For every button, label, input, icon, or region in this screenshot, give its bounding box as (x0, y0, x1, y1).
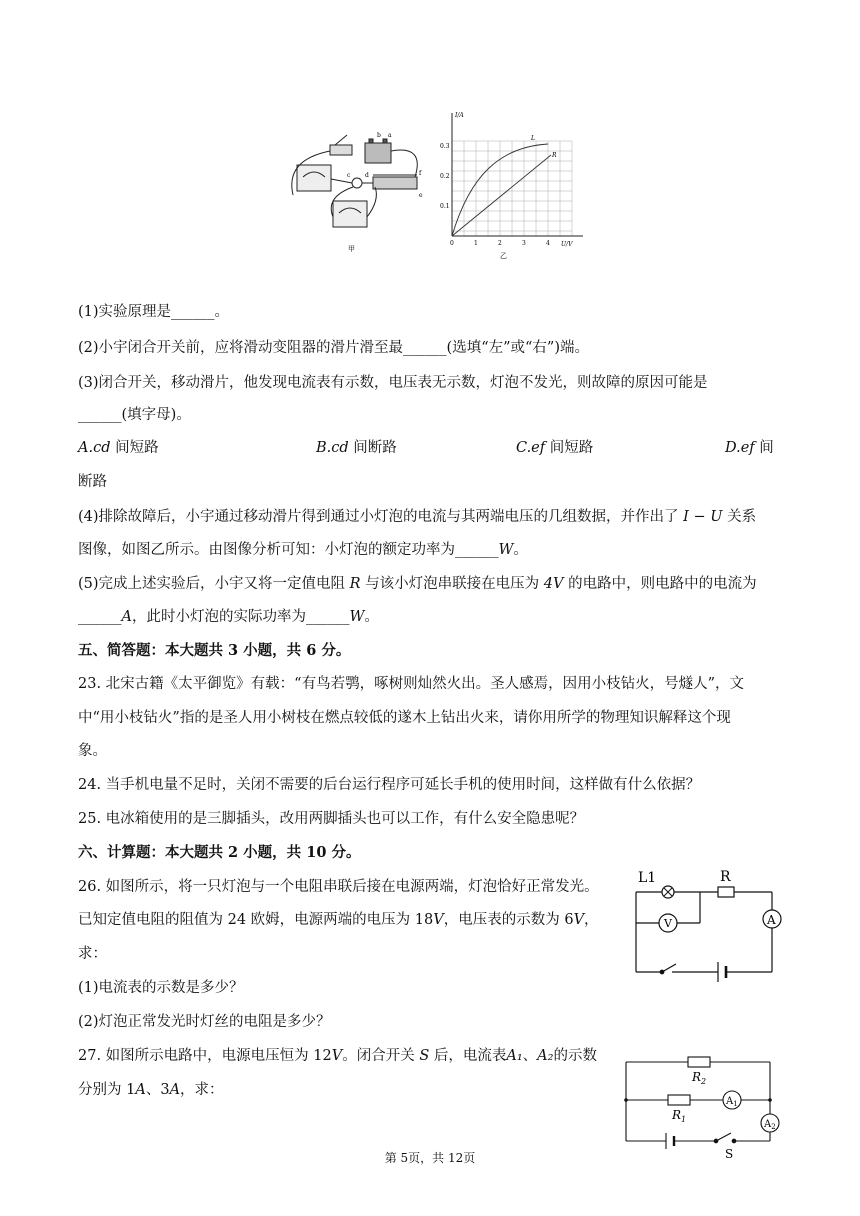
q22-part1: (1)实验原理是______。 (78, 304, 230, 320)
option-d (725, 438, 774, 458)
q26-line2-V2: V (573, 912, 585, 928)
q27-line2-A: A (135, 1082, 146, 1098)
label-L1: L1 (638, 870, 657, 886)
q27-line1-end: 的示数 (553, 1048, 597, 1064)
option-b-letter: B.cd (316, 440, 349, 456)
label-V: V (664, 917, 672, 930)
q26-line3: 求： (78, 946, 107, 962)
q27-line1-S: S (419, 1048, 430, 1064)
q27-line1-A2: A₂ (537, 1048, 554, 1064)
q22-part5b-blank: ______ (78, 609, 122, 625)
q22-part4-end: 关系 (722, 509, 757, 525)
experiment-figure (285, 105, 585, 265)
q22-part4-math: I − U (683, 509, 723, 525)
x-tick: 0 (450, 240, 454, 247)
q23-line1: 23. 北宋古籍《太平御览》有载：“有鸟若鹗，啄树则灿然火出。圣人感焉，因用小枝钻火，号燧人”，文 (78, 676, 744, 692)
line-R-label: R (552, 152, 557, 159)
q22-part5 (78, 574, 757, 594)
option-a-text: 间短路 (110, 440, 159, 456)
q24: 24. 当手机电量不足时，关闭不需要的后台运行程序可延长手机的使用时间，这样做有什么依据？ (78, 777, 701, 793)
q27-line1-mid: 。闭合开关 (342, 1048, 420, 1064)
q22-part3: (3)闭合开关，移动滑片，他发现电流表有示数，电压表无示数，灯泡不发光，则故障的原因可能是 (78, 375, 708, 391)
q22-part4-cont (78, 540, 528, 560)
label-d: d (365, 172, 369, 179)
q22-part5b-A: A (121, 609, 132, 625)
option-d-text: 间 (754, 440, 774, 456)
q22-part5-text: (5)完成上述实验后，小宇又将一定值电阻 (78, 576, 350, 592)
label-e: e (419, 192, 423, 199)
option-d-cont: 断路 (78, 474, 107, 490)
switch-icon (714, 1133, 736, 1143)
q26-line2-mid: ，电压表的示数为 6 (443, 912, 574, 928)
q27-line1-text: 27. 如图所示电路中，电源电压恒为 12 (78, 1048, 332, 1064)
q27-line1 (78, 1046, 597, 1066)
q27-line2 (78, 1080, 224, 1100)
q22-part5b-mid: ，此时小灯泡的实际功率为______ (131, 609, 350, 625)
q26-line1: 26. 如图所示，将一只灯泡与一个电阻串联后接在电源两端，灯泡恰好正常发光。 (78, 879, 599, 895)
x-tick: 4 (546, 240, 550, 247)
junction-dot (624, 1098, 628, 1102)
label-f: f (419, 170, 422, 177)
q25: 25. 电冰箱使用的是三脚插头，改用两脚插头也可以工作，有什么安全隐患呢？ (78, 811, 585, 827)
label-jia: 甲 (348, 245, 355, 253)
battery-icon (718, 962, 726, 982)
q27-line2-A2: A (169, 1082, 181, 1098)
label-A1: $A_1$ (726, 1096, 738, 1108)
section-6-heading: 六、计算题：本大题共 2 小题，共 10 分。 (78, 844, 361, 861)
q22-part5-end: 的电路中，则电路中的电流为 (563, 576, 757, 592)
q26-part1: (1)电流表的示数是多少？ (78, 980, 244, 996)
apparatus-drawing (292, 135, 417, 227)
iu-graph (452, 113, 583, 236)
battery-icon (666, 1133, 674, 1149)
option-d-letter: D.ef (725, 440, 755, 456)
label-S: S (725, 1147, 734, 1161)
q26-part2: (2)灯泡正常发光时灯丝的电阻是多少？ (78, 1014, 331, 1030)
y-tick: 0.1 (440, 203, 450, 210)
resistor-r2-icon (688, 1057, 710, 1067)
q27-line2-text: 分别为 1 (78, 1082, 136, 1098)
label-c: c (347, 172, 351, 179)
option-c-letter: C.ef (516, 440, 546, 456)
q22-part5-R: R (349, 576, 361, 592)
y-axis-label: I/A (455, 112, 464, 119)
q22-part5b-W: W (349, 609, 365, 625)
resistor-icon (718, 887, 734, 897)
q26-line2 (78, 910, 599, 930)
label-a: a (388, 132, 392, 139)
q26-line2-end: ， (584, 912, 599, 928)
option-a-letter: A.cd (78, 440, 111, 456)
option-c-text: 间短路 (545, 440, 594, 456)
label-R2: $R_2$ (692, 1070, 707, 1086)
q26-line2-text: 已知定值电阻的阻值为 24 欧姆，电源两端的电压为 18 (78, 912, 434, 928)
q22-part5-V: 4V (543, 576, 564, 592)
option-b-text: 间断路 (348, 440, 397, 456)
label-A: A (767, 913, 776, 927)
section-5-heading: 五、简答题：本大题共 3 小题，共 6 分。 (78, 642, 351, 659)
q27-line2-end: ，求： (180, 1082, 224, 1098)
x-tick: 2 (498, 240, 502, 247)
option-c (516, 438, 593, 458)
q22-part5b-end: 。 (364, 609, 379, 625)
y-tick: 0.2 (440, 173, 450, 180)
option-a (78, 438, 159, 458)
label-R: R (720, 869, 731, 885)
option-b (316, 438, 397, 458)
label-A2: $A_2$ (764, 1119, 776, 1131)
q27-line1-A1: A₁ (506, 1048, 523, 1064)
x-tick: 1 (474, 240, 478, 247)
q23-line2: 中“用小枝钻火”指的是圣人用小树枝在燃点较低的遂木上钻出火来，请你用所学的物理知识解释这个现 (78, 710, 731, 726)
q22-part4b-end: 。 (513, 542, 528, 558)
q22-part4b-text: 图像，如图乙所示。由图像分析可知：小灯泡的额定功率为______ (78, 542, 499, 558)
q27-line1-mid2: 后，电流表 (429, 1048, 507, 1064)
label-yi: 乙 (500, 252, 507, 260)
label-b: b (377, 132, 381, 139)
q22-part5-mid: 与该小灯泡串联接在电压为 (360, 576, 544, 592)
resistor-r1-icon (668, 1095, 690, 1105)
q22-part4 (78, 507, 756, 527)
q22-part3-cont: ______(填字母)。 (78, 407, 191, 423)
label-R1: $R_1$ (672, 1108, 687, 1124)
q22-part5-cont (78, 607, 379, 627)
q27-line2-mid: 、3 (145, 1082, 170, 1098)
x-axis-label: U/V (561, 241, 573, 248)
q27-line1-V: V (331, 1048, 343, 1064)
page-footer: 第 5页，共 12页 (384, 1151, 476, 1165)
circuit-q27 (618, 1046, 793, 1161)
q27-line1-sep: 、 (522, 1048, 538, 1064)
q26-line2-V1: V (433, 912, 444, 928)
q22-part4-text: (4)排除故障后，小宇通过移动滑片得到通过小灯泡的电流与其两端电压的几组数据，并作出了 (78, 509, 684, 525)
curve-L-label: L (531, 135, 535, 142)
q22-part2: (2)小宇闭合开关前，应将滑动变阻器的滑片滑至最______(选填“左”或“右”)端。 (78, 340, 590, 356)
y-tick: 0.3 (440, 143, 450, 150)
junction-dot (768, 1098, 772, 1102)
circuit-q26 (628, 868, 788, 988)
x-tick: 3 (522, 240, 526, 247)
q22-part4b-unit: W (498, 542, 514, 558)
q23-line3: 象。 (78, 743, 107, 759)
